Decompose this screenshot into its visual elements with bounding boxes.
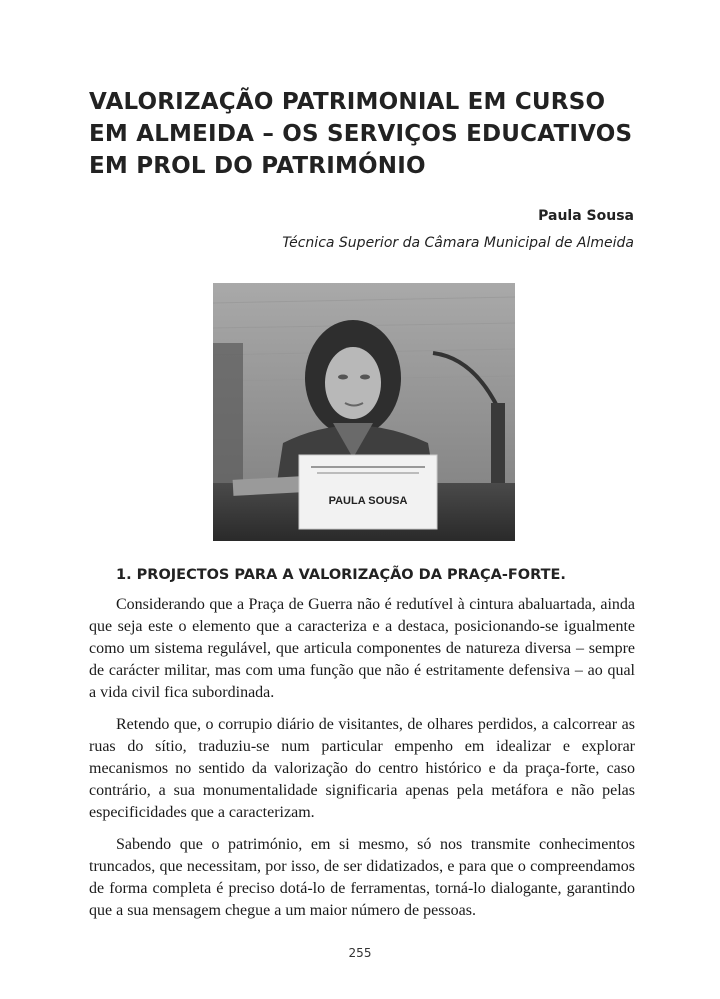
- section-body: [89, 594, 635, 932]
- paragraph: Sabendo que o património, em si mesmo, só nos transmite conhecimentos truncados, que necessitam, por isso, de ser didatizados, e para que o compreendamos de forma completa é preciso dotá-lo de ferramentas, torná-lo dialogante, garantindo que a sua mensagem chegue a um maior número de pessoas.: [89, 836, 635, 919]
- section-heading: 1. PROJECTOS PARA A VALORIZAÇÃO DA PRAÇA-FORTE.: [116, 567, 566, 583]
- title-line-3: EM PROL DO PATRIMÓNIO: [89, 153, 426, 179]
- photo-illustration: [213, 283, 515, 541]
- nameplate-text: PAULA SOUSA: [328, 495, 408, 507]
- page-number: 255: [348, 946, 372, 960]
- author-name: Paula Sousa: [538, 208, 634, 224]
- author-affiliation: Técnica Superior da Câmara Municipal de Almeida: [282, 235, 634, 251]
- title-line-1: VALORIZAÇÃO PATRIMONIAL EM CURSO: [89, 89, 606, 115]
- author-photo: [213, 283, 515, 541]
- paragraph: Considerando que a Praça de Guerra não é redutível à cintura abaluartada, ainda que seja este o elemento que a caracteriza e a destaca, posicionando-se igualmente como um sistema regulável, que articula componentes de natureza diversa – sempre de carácter militar, mas com uma função que não é estritamente defensiva – ao qual a vida civil fica subordinada.: [89, 596, 635, 701]
- paragraph: Retendo que, o corrupio diário de visitantes, de olhares perdidos, a calcorrear as ruas do sítio, traduziu-se num particular empenho em idealizar e explorar mecanismos no sentido da valorização do centro histórico e da praça-forte, caso contrário, a sua monumentalidade significaria apenas pela metáfora e não pelas especificidades que a caracterizam.: [89, 716, 635, 821]
- title-line-2: EM ALMEIDA – OS SERVIÇOS EDUCATIVOS: [89, 121, 633, 147]
- article-title: [89, 86, 649, 182]
